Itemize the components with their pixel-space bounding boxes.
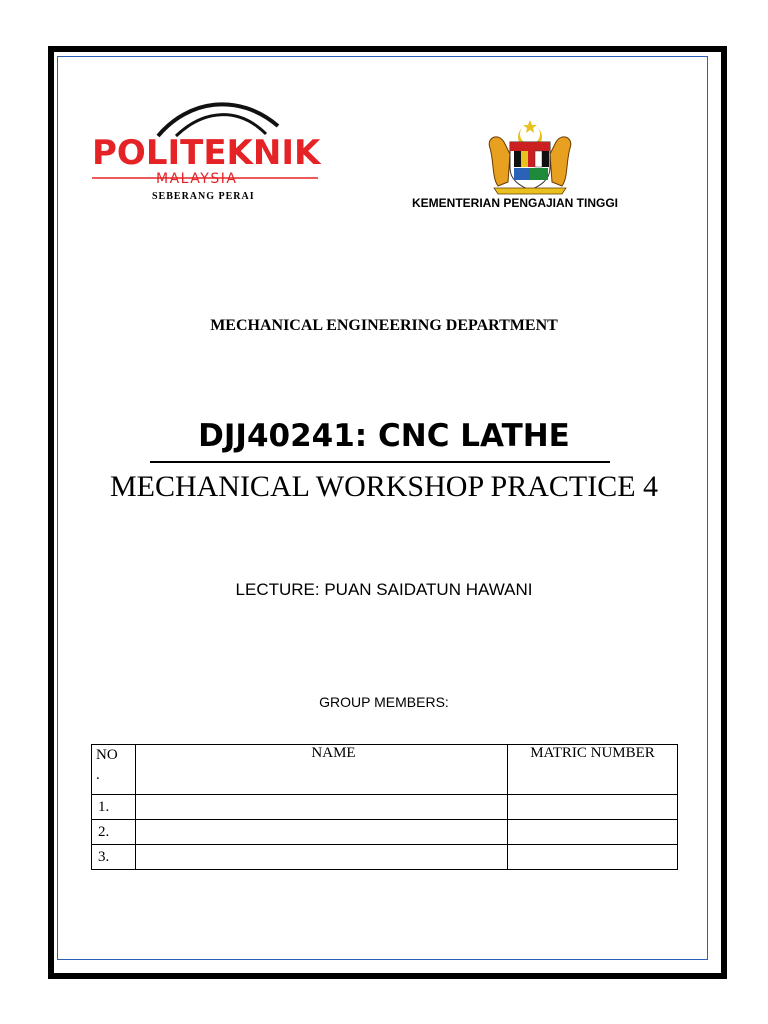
table-header-row bbox=[92, 745, 678, 795]
name-cell[interactable] bbox=[136, 795, 508, 820]
header-name: NAME bbox=[136, 745, 508, 795]
lecturer-line: LECTURE: PUAN SAIDATUN HAWANI bbox=[235, 580, 533, 599]
politeknik-logo bbox=[88, 96, 323, 206]
politeknik-campus: SEBERANG PERAI bbox=[152, 191, 255, 202]
course-underline bbox=[150, 461, 610, 463]
matric-cell[interactable] bbox=[508, 845, 678, 870]
matric-cell[interactable] bbox=[508, 795, 678, 820]
politeknik-wordmark: POLITEKNIK bbox=[92, 133, 321, 173]
header-no-line1: NO bbox=[96, 747, 118, 763]
group-members-table bbox=[91, 744, 678, 870]
name-cell[interactable] bbox=[136, 845, 508, 870]
course-code: DJJ40241: CNC LATHE bbox=[198, 418, 570, 454]
table-row bbox=[92, 820, 678, 845]
header-matric-number: MATRIC NUMBER bbox=[508, 745, 678, 795]
row-number: 3. bbox=[92, 845, 136, 870]
group-members-label: GROUP MEMBERS: bbox=[319, 694, 449, 710]
table-row bbox=[92, 845, 678, 870]
header-no-line2: . bbox=[96, 767, 100, 783]
matric-cell[interactable] bbox=[508, 820, 678, 845]
row-number: 2. bbox=[92, 820, 136, 845]
table-row bbox=[92, 795, 678, 820]
course-title: MECHANICAL WORKSHOP PRACTICE 4 bbox=[109, 470, 659, 503]
row-number: 1. bbox=[92, 795, 136, 820]
header-no bbox=[92, 745, 136, 795]
ministry-name: KEMENTERIAN PENGAJIAN TINGGI bbox=[412, 196, 619, 210]
malaysia-coat-of-arms-icon bbox=[484, 118, 576, 196]
politeknik-subtitle: MALAYSIA bbox=[156, 171, 238, 187]
department-heading: MECHANICAL ENGINEERING DEPARTMENT bbox=[210, 317, 558, 334]
name-cell[interactable] bbox=[136, 820, 508, 845]
